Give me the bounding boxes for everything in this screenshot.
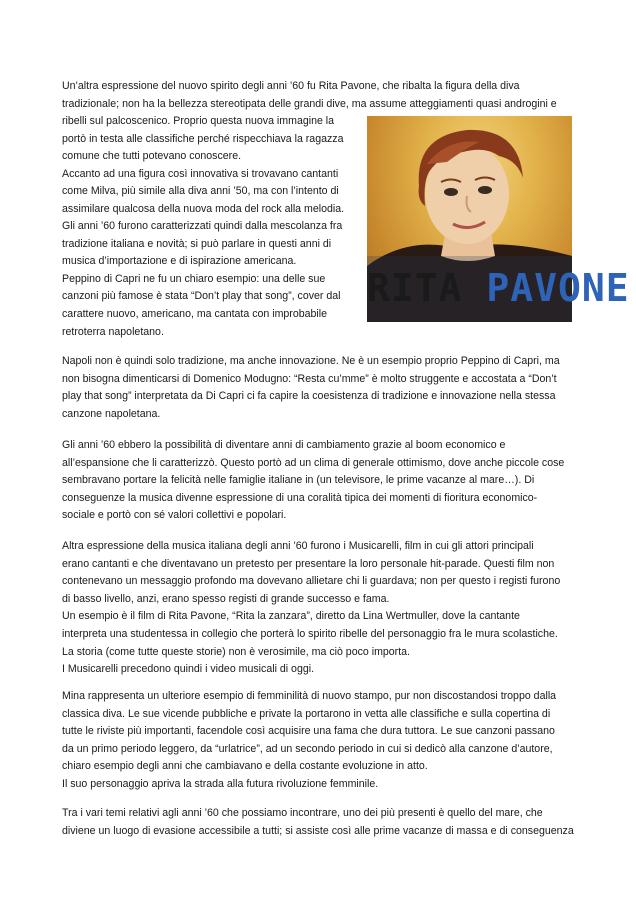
paragraph-rita-pavone-intro (62, 78, 574, 113)
paragraph-napoli (62, 353, 574, 423)
paragraph-mina (62, 688, 574, 794)
text-line: diviene un luogo di evasione accessibile a tutti; si assiste così alle prime vacanze di massa e di conseguenza (62, 824, 574, 837)
text-line: da un primo periodo leggero, da “urlatrice”, ad un secondo periodo in cui si dedicò alla canzone d’autore, (62, 742, 553, 755)
text-line: sembravano portare la felicità nelle famiglie italiane in (un televisore, le prime vacanze al mare…). Di (62, 474, 535, 487)
text-line: comune che tutti potevano conoscere. (62, 150, 242, 163)
album-title-last: PAVONE (486, 266, 630, 310)
text-line: Altra espressione della musica italiana degli anni ’60 furono i Musicarelli, film in cui gli attori principali (62, 540, 534, 552)
text-line: Il suo personaggio apriva la strada alla futura rivoluzione femminile. (62, 777, 379, 790)
text-line: carattere nuovo, americano, ma cantata con improbabile (62, 307, 327, 320)
text-line: non bisogna dimenticarsi di Domenico Modugno: “Resta cu’mme” è molto struggente e accostata a “Don’t (62, 372, 557, 385)
paragraph-rita-pavone-image (62, 113, 352, 219)
text-line: play that song” interpretata da Di Capri ci fa capire la coesistenza di tradizione e innovazione nella stessa (62, 390, 556, 403)
text-line: assimilare qualcosa della nuova moda del rock alla melodia. (62, 202, 345, 215)
text-line: all’espansione che li caratterizzò. Questo portò ad un clima di generale ottimismo, dove anche piccole cose (62, 456, 565, 469)
album-title-first: RITA (367, 266, 463, 310)
text-line: Gli anni ’60 furono caratterizzati quindi dalla mescolanza fra (62, 220, 343, 232)
text-line: di basso livello, anzi, erano spesso registi di grande successo e fama. (62, 592, 390, 605)
text-line: Mina rappresenta un ulteriore esempio di femminilità di nuovo stampo, pur non discostandosi troppo dalla (62, 690, 557, 702)
text-line: erano cantanti e che diventavano un pretesto per presentare la loro personale hit-parade. Questi film non (62, 557, 555, 570)
text-line: Accanto ad una figura così innovativa si trovavano cantanti (62, 167, 339, 180)
text-line: musica d’importazione e di ispirazione americana. (62, 255, 297, 268)
text-line: La storia (come tutte queste storie) non è verosimile, ma ciò poco importa. (62, 645, 410, 658)
paragraph-boom-economico (62, 437, 574, 525)
paragraph-musicarelli (62, 538, 574, 679)
text-line: Tra i vari temi relativi agli anni ’60 che possiamo incontrare, uno dei più presenti è quello del mare, che (62, 807, 543, 819)
text-line: Un’altra espressione del nuovo spirito degli anni ’60 fu Rita Pavone, che ribalta la figura della diva (62, 80, 520, 92)
rita-pavone-album-cover (367, 116, 630, 322)
text-line: contenevano un messaggio profondo ma dovevano allietare chi li guardava; non per questo i registi furono (62, 575, 561, 588)
text-line: canzoni più famose è stata “Don’t play that song”, cover dal (62, 290, 341, 303)
text-line: Peppino di Capri ne fu un chiaro esempio: una delle sue (62, 272, 326, 285)
album-cover-title (367, 266, 630, 310)
text-line: portò in testa alle classifiche perché rispecchiava la ragazza (62, 132, 344, 145)
text-line: Gli anni ’60 ebbero la possibilità di diventare anni di cambiamento grazie al boom economico e (62, 439, 506, 451)
text-line: Un esempio è il film di Rita Pavone, “Rita la zanzara”, diretto da Lina Wertmuller, dove la cantante (62, 610, 520, 623)
text-line: ribelli sul palcoscenico. Proprio questa nuova immagine la (62, 115, 335, 127)
text-line: canzone napoletana. (62, 407, 161, 420)
text-line: tradizionale; non ha la bellezza stereotipata delle grandi dive, ma assume atteggiamenti quasi androgini e (62, 97, 557, 110)
text-line: sociale e portò con sé valori collettivi e popolari. (62, 509, 287, 522)
text-line: classica diva. Le sue vicende pubbliche e private la portarono in vetta alle classifiche e sulla copertina di (62, 707, 551, 720)
paragraph-american-influence (62, 218, 352, 341)
text-line: tradizione italiana e novità; si può parlare in questi anni di (62, 237, 332, 250)
text-line: retroterra napoletano. (62, 325, 164, 338)
paragraph-mare (62, 805, 574, 840)
text-line: tutte le riviste più importanti, facendole così acquisire una fama che dura tuttora. Le sue canzoni passano (62, 725, 555, 738)
text-line: interpreta una studentessa in collegio che porterà lo spirito ribelle del personaggio fra le mura scolastiche. (62, 627, 558, 640)
text-line: conseguenze la musica divenne espressione di una coralità tipica dei momenti di fioritura economico- (62, 491, 538, 504)
text-line: I Musicarelli precedono quindi i video musicali di oggi. (62, 663, 315, 676)
text-line: Napoli non è quindi solo tradizione, ma anche innovazione. Ne è un esempio proprio Peppino di Capri, ma (62, 355, 560, 367)
text-line: come Milva, più simile alla diva anni ’50, ma con l’intento di (62, 185, 339, 198)
text-line: chiaro esempio degli anni che cambiavano e della costante evoluzione in atto. (62, 760, 428, 773)
